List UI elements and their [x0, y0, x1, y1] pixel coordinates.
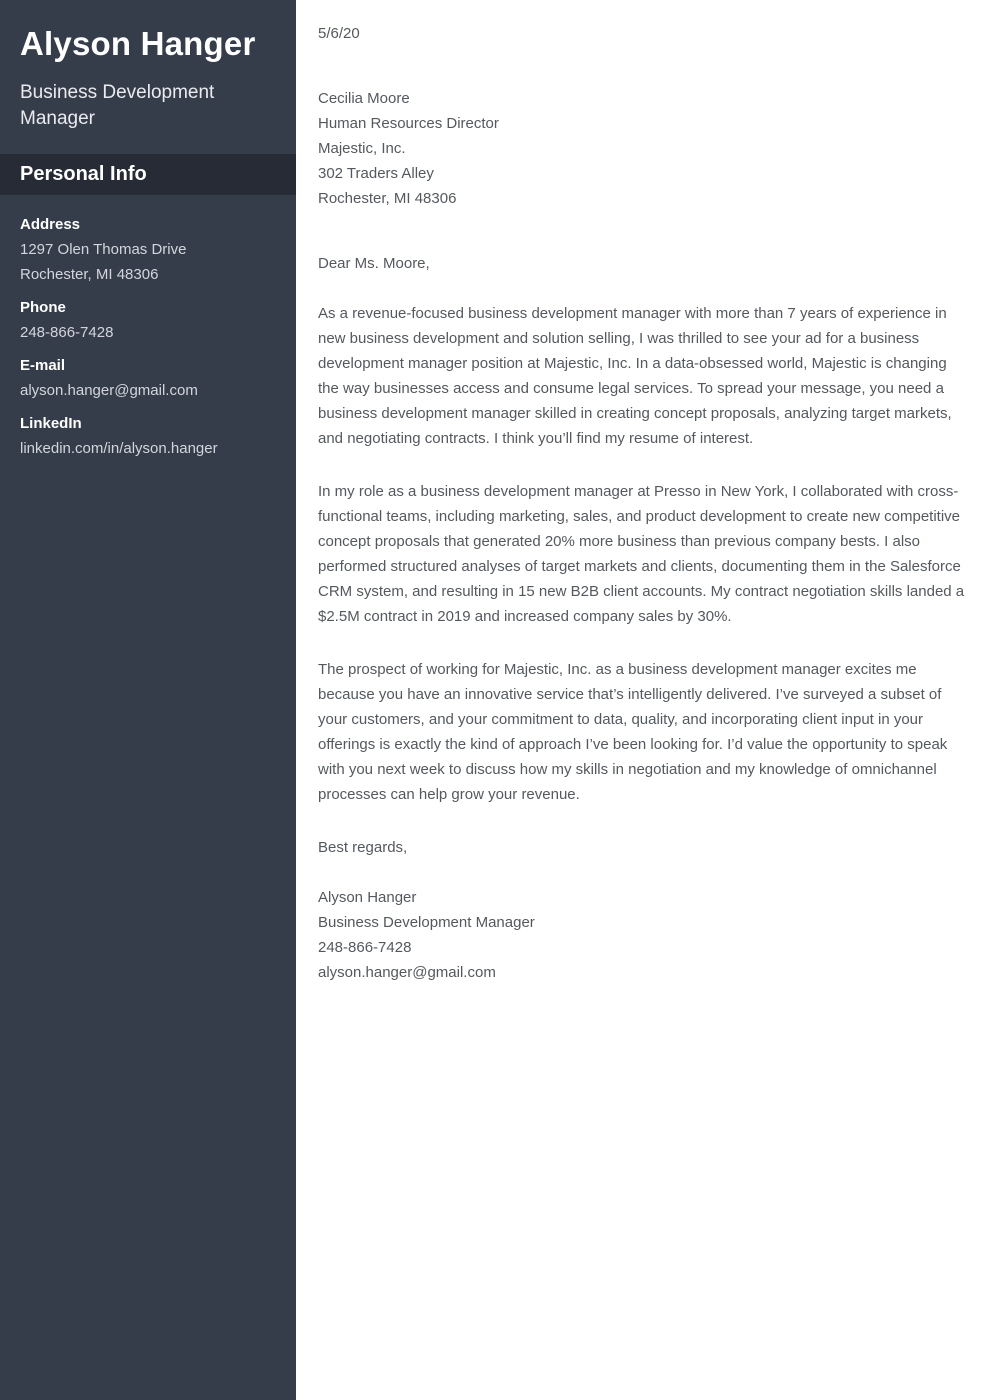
personal-info-section-header [0, 154, 296, 195]
phone-label: Phone [20, 299, 66, 316]
paragraph-2: In my role as a business development manager at Presso in New York, I collaborated with cross-functional teams, including marketing, sales, and product development to create new competitive concept proposals that generated 20% more business than previous company bests. I also performed structured analyses of target markets and clients, documenting them in the Salesforce CRM system, and resulting in 15 new B2B client accounts. My contract negotiation skills landed a $2.5M contract in 2019 and increased company sales by 30%. [318, 483, 965, 625]
recipient-name: Cecilia Moore [318, 90, 410, 107]
personal-info-title: Personal Info [20, 163, 147, 185]
recipient-city: Rochester, MI 48306 [318, 190, 457, 207]
salutation: Dear Ms. Moore, [318, 255, 430, 272]
address-line: 1297 Olen Thomas Drive [20, 241, 187, 258]
sidebar [0, 0, 296, 1400]
closing: Best regards, [318, 839, 408, 856]
phone-value: 248-866-7428 [20, 324, 114, 341]
paragraph-3: The prospect of working for Majestic, Inc. as a business development manager excites me because you have an innovative service that’s intelligently delivered. I’ve surveyed a subset of your customers, and your commitment to data, quality, and incorporating client input in your offerings is exactly the kind of approach I’ve been looking for. I’d value the opportunity to speak with you next week to discuss how my skills in negotiation and my knowledge of omnichannel processes can help grow your revenue. [318, 661, 948, 803]
letter-body [296, 0, 990, 1400]
recipient-company: Majestic, Inc. [318, 140, 406, 157]
sidebar-header [0, 0, 296, 132]
address-label: Address [20, 216, 81, 233]
signature-email: alyson.hanger@gmail.com [318, 964, 496, 981]
recipient-street: 302 Traders Alley [318, 165, 434, 182]
signature-name: Alyson Hanger [318, 889, 417, 906]
letter-date: 5/6/20 [318, 25, 360, 42]
paragraph-1: As a revenue-focused business development manager with more than 7 years of experience in new business development and solution selling, I was thrilled to see your ad for a business development manager position at Majestic, Inc. In a data-obsessed world, Majestic is changing the way businesses access and consume legal services. To spread your message, you need a business development manager skilled in creating concept proposals, analyzing target markets, and negotiating contracts. I think you’ll find my resume of interest. [318, 305, 952, 447]
linkedin-field [20, 411, 276, 461]
phone-field [20, 295, 276, 345]
signature-title: Business Development Manager [318, 914, 535, 931]
signature-block [318, 885, 968, 985]
linkedin-value: linkedin.com/in/alyson.hanger [20, 440, 218, 457]
personal-info-fields [0, 195, 296, 461]
email-field [20, 353, 276, 403]
signature-phone: 248-866-7428 [318, 939, 412, 956]
recipient-title: Human Resources Director [318, 115, 499, 132]
email-label: E-mail [20, 357, 66, 374]
person-job-title: Business Development Manager [20, 82, 215, 129]
recipient-block [318, 86, 968, 211]
email-value: alyson.hanger@gmail.com [20, 382, 198, 399]
address-field [20, 212, 276, 287]
linkedin-label: LinkedIn [20, 415, 82, 432]
person-name: Alyson Hanger [20, 25, 256, 62]
address-line: Rochester, MI 48306 [20, 266, 159, 283]
